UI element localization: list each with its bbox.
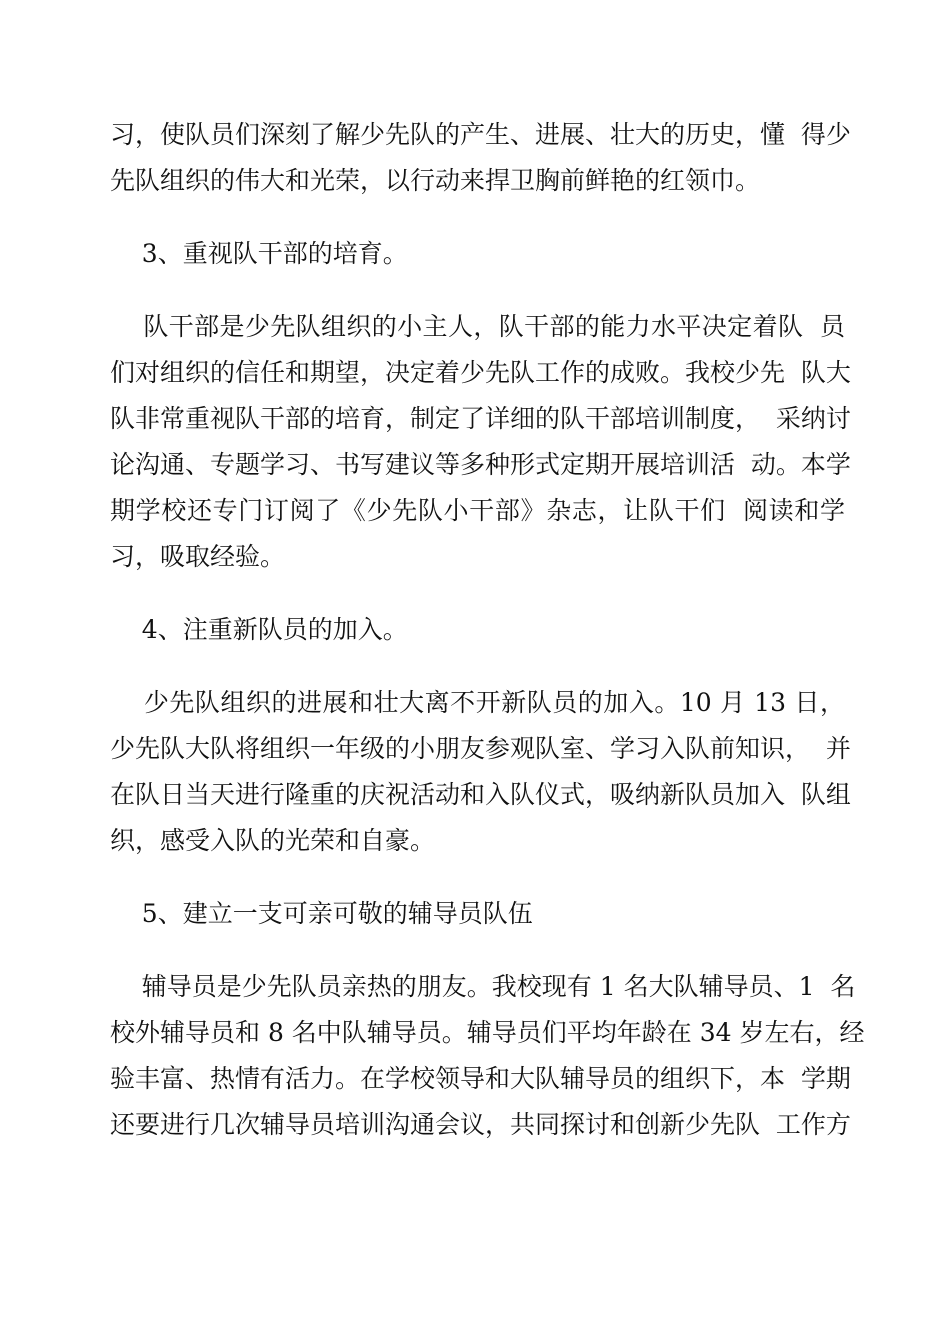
section-heading <box>110 607 845 653</box>
text-line: 验丰富、热情有活力。在学校领导和大队辅导员的组织下，本 学期 <box>110 1064 851 1093</box>
text-line: 少先队大队将组织一年级的小朋友参观队室、学习入队前知识， 并 <box>110 734 851 763</box>
text-line: 校外辅导员和 8 名中队辅导员。辅导员们平均年龄在 34 岁左右，经 <box>110 1018 865 1047</box>
text-line: 4、注重新队员的加入。 <box>110 615 408 644</box>
text-line: 在队日当天进行隆重的庆祝活动和入队仪式，吸纳新队员加入 队组 <box>110 780 851 809</box>
body-paragraph <box>110 304 851 580</box>
text-line: 习，使队员们深刻了解少先队的产生、进展、壮大的历史，懂 得少 <box>110 120 851 149</box>
text-line: 少先队组织的进展和壮大离不开新队员的加入。10 月 13 日， <box>110 688 845 717</box>
text-line: 5、建立一支可亲可敬的辅导员队伍 <box>110 899 533 928</box>
text-line: 还要进行几次辅导员培训沟通会议，共同探讨和创新少先队 工作方 <box>110 1110 851 1139</box>
body-paragraph <box>110 680 851 864</box>
text-line: 辅导员是少先队员亲热的朋友。我校现有 1 名大队辅导员、1 名 <box>110 972 856 1001</box>
section-heading <box>110 891 845 937</box>
text-line: 队非常重视队干部的培育，制定了详细的队干部培训制度， 采纳讨 <box>110 404 851 433</box>
text-line: 期学校还专门订阅了《少先队小干部》杂志，让队干们 阅读和学 <box>110 496 845 525</box>
text-line: 习，吸取经验。 <box>110 542 286 571</box>
body-paragraph <box>110 964 865 1148</box>
document-page <box>110 112 865 1175</box>
section-heading <box>110 231 845 277</box>
text-line: 先队组织的伟大和光荣，以行动来捍卫胸前鲜艳的红领巾。 <box>110 166 761 195</box>
text-line: 3、重视队干部的培育。 <box>110 239 408 268</box>
text-line: 队干部是少先队组织的小主人，队干部的能力水平决定着队 员 <box>110 312 845 341</box>
text-line: 们对组织的信任和期望，决定着少先队工作的成败。我校少先 队大 <box>110 358 851 387</box>
text-line: 论沟通、专题学习、书写建议等多种形式定期开展培训活 动。本学 <box>110 450 851 479</box>
body-paragraph <box>110 112 851 204</box>
text-line: 织，感受入队的光荣和自豪。 <box>110 826 436 855</box>
